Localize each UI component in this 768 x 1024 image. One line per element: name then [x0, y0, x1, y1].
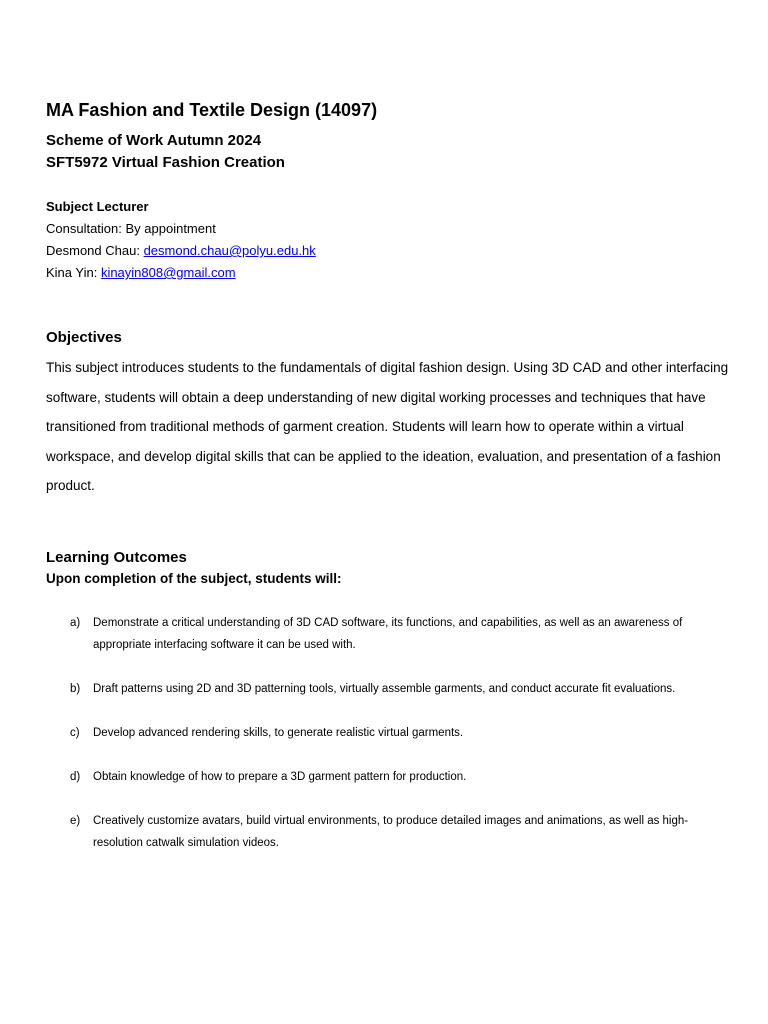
list-item: [46, 612, 736, 656]
document-page: [46, 96, 736, 876]
list-item-text: Demonstrate a critical understanding of 3D CAD software, its functions, and capabilities, as well as an awareness of appropriate interfacing software it can be used with.: [93, 616, 683, 651]
lecturer-heading: Subject Lecturer: [46, 199, 149, 214]
list-marker: a): [70, 616, 81, 629]
list-item-text: Draft patterns using 2D and 3D patterning tools, virtually assemble garments, and conduct accurate fit evaluations.: [93, 682, 676, 695]
list-item: [46, 810, 736, 854]
document-subtitle-course: SFT5972 Virtual Fashion Creation: [46, 154, 285, 171]
list-marker: e): [70, 814, 81, 827]
list-marker: c): [70, 726, 80, 739]
list-item: [46, 678, 736, 700]
objectives-heading: Objectives: [46, 329, 122, 346]
learning-outcomes-heading: Learning Outcomes: [46, 548, 187, 566]
consultation-text: Consultation: By appointment: [46, 221, 216, 236]
document-title: MA Fashion and Textile Design (14097): [46, 100, 378, 120]
list-item-text: Creatively customize avatars, build virtual environments, to produce detailed images and animations, as well as high-resolution catwalk simulation videos.: [93, 814, 689, 849]
email-link-kina[interactable]: kinayin808@gmail.com: [100, 265, 236, 280]
contact-name-kina: Kina Yin:: [46, 265, 101, 280]
contact-row-kina: [46, 262, 736, 284]
list-item-text: Develop advanced rendering skills, to generate realistic virtual garments.: [93, 726, 464, 739]
list-item-text: Obtain knowledge of how to prepare a 3D garment pattern for production.: [93, 770, 467, 783]
lecturer-section: [46, 196, 736, 284]
learning-outcomes-intro: Upon completion of the subject, students will:: [46, 570, 342, 586]
list-item: [46, 722, 736, 744]
contact-name-desmond: Desmond Chau:: [46, 243, 144, 258]
document-subtitle-term: Scheme of Work Autumn 2024: [46, 132, 262, 149]
email-link-desmond[interactable]: desmond.chau@polyu.edu.hk: [143, 243, 316, 258]
list-marker: b): [70, 682, 81, 695]
contact-row-desmond: [46, 240, 736, 262]
list-item: [46, 766, 736, 788]
objectives-paragraph: This subject introduces students to the fundamentals of digital fashion design. Using 3D CAD and other interfacing software, students will obtain a deep understanding of new digital working processes and techniques that have transitioned from traditional methods of garment creation. Students will learn how to operate within a virtual workspace, and develop digital skills that can be applied to the ideation, evaluation, and presentation of a fashion product.: [46, 360, 729, 493]
learning-outcomes-list: [46, 612, 736, 854]
list-marker: d): [70, 770, 81, 783]
